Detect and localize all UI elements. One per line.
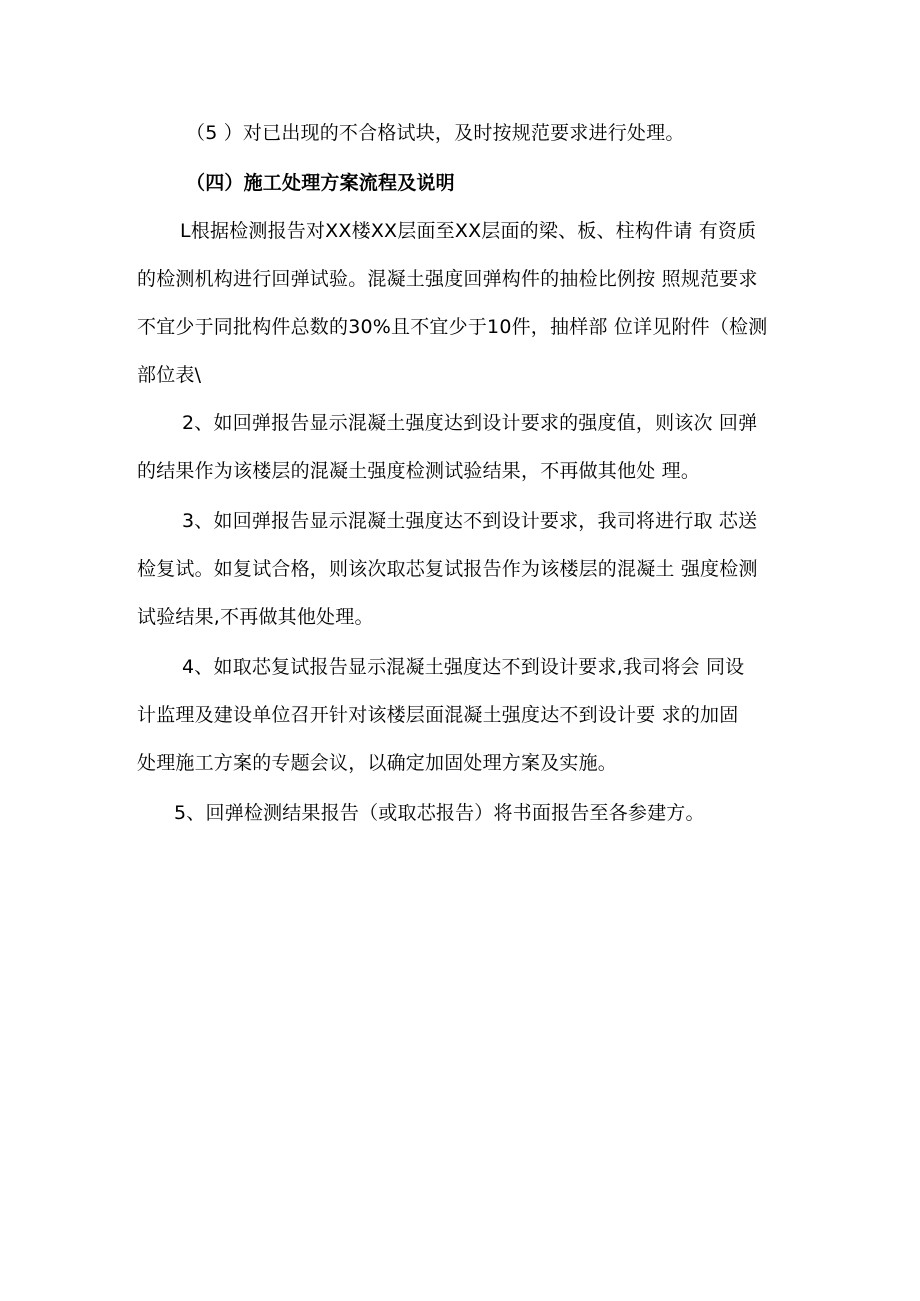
para4-line2: 计监理及建设单位召开针对该楼层面混凝土强度达不到设计要 求的加固: [137, 704, 739, 726]
para1-line2: 的检测机构进行回弹试验。混凝土强度回弹构件的抽检比例按 照规范要求: [137, 268, 758, 290]
section-heading: （四）施工处理方案流程及说明: [186, 172, 455, 194]
para2-line2: 的结果作为该楼层的混凝土强度检测试验结果，不再做其他处 理。: [137, 460, 701, 482]
para4-line1: 4、如取芯复试报告显示混凝土强度达不到设计要求,我司将会 同设: [182, 656, 745, 678]
para4-line3: 处理施工方案的专题会议，以确定加固处理方案及实施。: [137, 752, 618, 774]
item-5-text: （5 ）对已出现的不合格试块，及时按规范要求进行处理。: [186, 122, 685, 144]
para1-line4: 部位表\: [137, 364, 202, 386]
para2-line1: 2、如回弹报告显示混凝土强度达到设计要求的强度值，则该次 回弹: [182, 412, 758, 434]
para3-line3: 试验结果,不再做其他处理。: [137, 606, 374, 628]
para3-line2: 检复试。如复试合格，则该次取芯复试报告作为该楼层的混凝土 强度检测: [137, 558, 758, 580]
para3-line1: 3、如回弹报告显示混凝土强度达不到设计要求，我司将进行取 芯送: [182, 510, 758, 532]
para5-text: 5、回弹检测结果报告（或取芯报告）将书面报告至各参建方。: [174, 802, 705, 824]
para1-line1: L根据检测报告对XX楼XX层面至XX层面的梁、板、柱构件请 有资质: [180, 220, 757, 242]
para1-line3: 不宜少于同批构件总数的30%且不宜少于10件，抽样部 位详见附件（检测: [137, 316, 768, 338]
